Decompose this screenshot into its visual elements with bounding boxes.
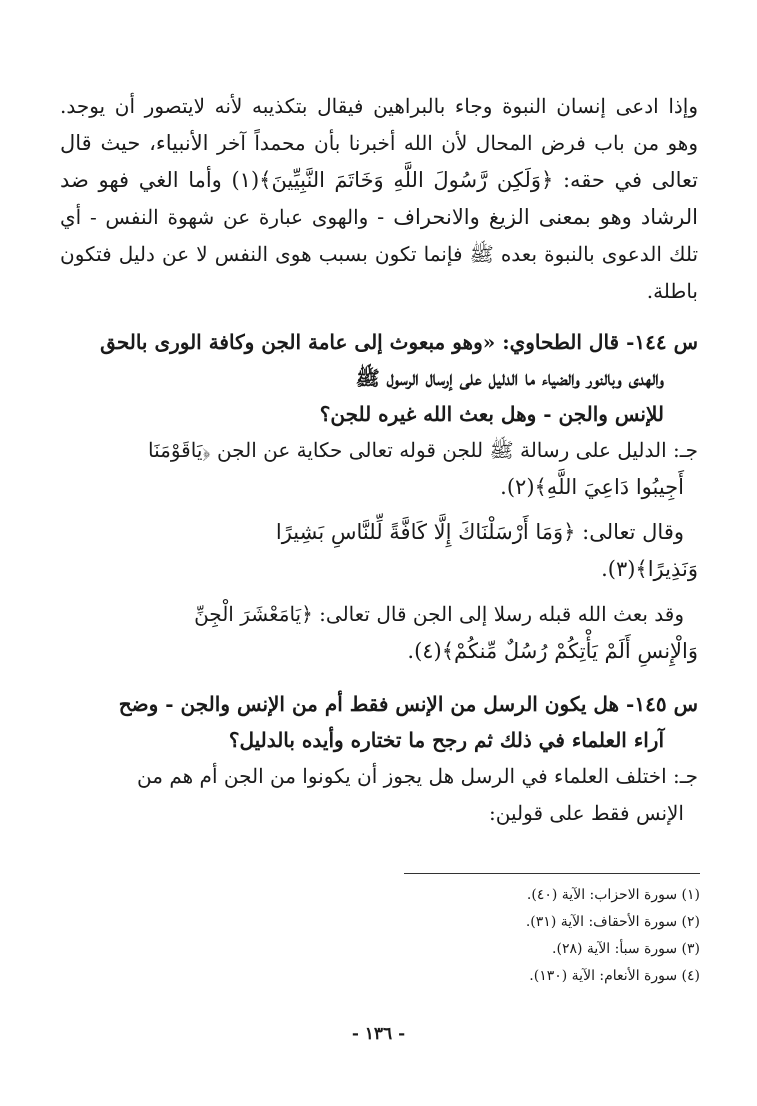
answer-line: أَجِيبُوا دَاعِيَ اللَّهِ﴾(٢). bbox=[500, 475, 684, 499]
intro-line: يوجد. وهو من باب فرض المحال لأن الله أخبرنا بأن محمداً آخر bbox=[60, 94, 699, 155]
answer-line: الإنس فقط على قولين: bbox=[489, 801, 684, 825]
answer-line: وقد بعث الله قبله رسلا إلى الجن قال تعالى: ﴿يَامَعْشَرَ الْجِنِّ bbox=[194, 602, 684, 626]
answer-145 bbox=[60, 758, 698, 832]
answer-line: وقال تعالى: ﴿وَمَا أَرْسَلْنَاكَ إِلَّا كَافَّةً لِّلنَّاسِ بَشِيرًا bbox=[275, 520, 684, 544]
question-line: للإنس والجن - وهل بعث الله غيره للجن؟ bbox=[319, 402, 664, 426]
question-line: والهدى وبالنور والضياء ما الدليل على إرسال الرسول ﷺ bbox=[355, 366, 664, 390]
footnote: (٢) سورة الأحقاف: الآية (٣١). bbox=[525, 914, 700, 930]
footnote: (١) سورة الاحزاب: الآية (٤٠). bbox=[526, 887, 700, 903]
answer-line: وَنَذِيرًا﴾(٣). bbox=[601, 557, 698, 581]
answer-144-part1 bbox=[60, 432, 698, 506]
answer-144-part3 bbox=[60, 596, 698, 670]
question-145 bbox=[60, 686, 698, 758]
intro-paragraph bbox=[60, 88, 698, 310]
question-144 bbox=[60, 324, 698, 432]
page-number: - ١٣٦ - bbox=[351, 1024, 406, 1044]
answer-line: وَالْإِنسِ أَلَمْ يَأْتِكُمْ رُسُلٌ مِّنكُمْ﴾(٤). bbox=[407, 639, 698, 663]
page-body bbox=[60, 88, 698, 832]
answer-144-part2 bbox=[60, 514, 698, 588]
answer-line: جـ: اختلف العلماء في الرسل هل يجوز أن يكونوا من الجن أم هم من bbox=[137, 764, 698, 788]
footnote: (٣) سورة سبأ: الآية (٢٨). bbox=[552, 941, 700, 957]
intro-line: وإذا ادعى إنسان النبوة وجاء بالبراهين فيقال بتكذيبه لأنه لايتصور أن bbox=[114, 94, 699, 118]
intro-line: الأنبياء، حيث قال تعالى في حقه: ﴿وَلَكِن رَّسُولَ اللَّهِ وَخَاتَمَ bbox=[60, 131, 699, 192]
intro-line: تكون بسبب هوى النفس لا عن دليل فتكون باطلة. bbox=[60, 242, 698, 303]
intro-line: والهوى عبارة عن شهوة النفس - أي تلك الدعوى بالنبوة بعده ﷺ فإنما bbox=[60, 205, 699, 266]
answer-line: جـ: الدليل على رسالة ﷺ للجن قوله تعالى حكاية عن الجن ﴿يَاقَوْمَنَا bbox=[147, 438, 698, 462]
question-line: س ١٤٥- هل يكون الرسل من الإنس فقط أم من الإنس والجن - وضح bbox=[118, 692, 698, 716]
question-line: آراء العلماء في ذلك ثم رجح ما تختاره وأيده بالدليل؟ bbox=[228, 728, 664, 752]
footnotes bbox=[404, 873, 700, 990]
question-line: س ١٤٤- قال الطحاوي: «وهو مبعوث إلى عامة الجن وكافة الورى بالحق bbox=[100, 330, 698, 354]
intro-line: النَّبِيِّينَ﴾(١) وأما الغي فهو ضد الرشاد وهو بمعنى الزيغ والانحراف - bbox=[60, 168, 699, 229]
footnote: (٤) سورة الأنعام: الآية (١٣٠). bbox=[529, 968, 700, 984]
